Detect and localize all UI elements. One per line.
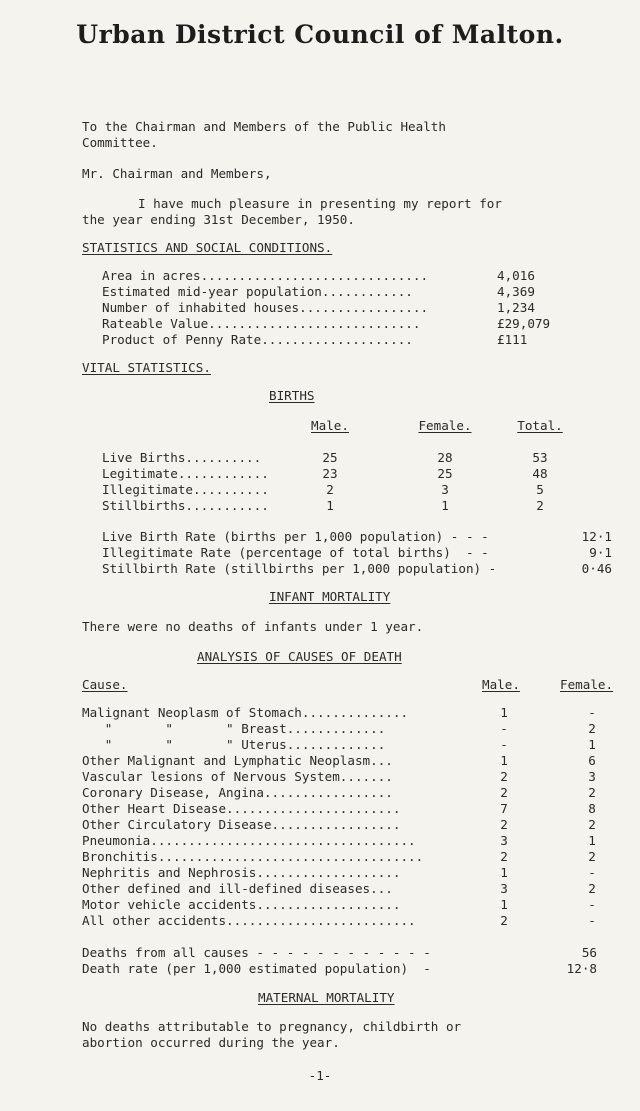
cause-male: 2 [500, 913, 508, 928]
births-male: 2 [326, 482, 334, 497]
cause-female: 2 [588, 881, 596, 896]
total-deaths-value: 56 [581, 945, 597, 960]
cause-male: - [500, 737, 508, 752]
cause-female: 1 [588, 737, 596, 752]
maternal-text-line-1: No deaths attributable to pregnancy, childbirth or [82, 1019, 462, 1034]
stat-value: £29,079 [497, 316, 551, 331]
stat-value: 4,016 [497, 268, 535, 283]
stat-label: Estimated mid-year population............ [102, 284, 413, 299]
stat-label: Product of Penny Rate.................... [102, 332, 413, 347]
births-total: 2 [536, 498, 544, 513]
births-female: 25 [437, 466, 453, 481]
cause-male: 2 [500, 849, 508, 864]
cause-label: Other Circulatory Disease................. [82, 817, 401, 832]
cause-female: 2 [588, 817, 596, 832]
births-heading: BIRTHS [269, 388, 315, 403]
births-female: 3 [441, 482, 449, 497]
death-rate-value: 12·8 [566, 961, 597, 976]
column-female: Female. [560, 677, 614, 692]
births-male: 23 [322, 466, 338, 481]
cause-label: Coronary Disease, Angina................. [82, 785, 393, 800]
cause-label: Other defined and ill-defined diseases... [82, 881, 393, 896]
cause-male: 3 [500, 833, 508, 848]
cause-label: Other Malignant and Lymphatic Neoplasm... [82, 753, 393, 768]
column-cause: Cause. [82, 677, 128, 692]
births-row-label: Stillbirths........... [102, 498, 269, 513]
births-row-label: Legitimate............ [102, 466, 269, 481]
column-total: Total. [517, 418, 563, 433]
column-male: Male. [482, 677, 520, 692]
cause-male: - [500, 721, 508, 736]
statistics-heading: STATISTICS AND SOCIAL CONDITIONS. [82, 240, 333, 255]
cause-male: 3 [500, 881, 508, 896]
greeting: Mr. Chairman and Members, [82, 166, 272, 181]
cause-label: Nephritis and Nephrosis................... [82, 865, 401, 880]
cause-female: 2 [588, 721, 596, 736]
cause-male: 2 [500, 769, 508, 784]
births-female: 1 [441, 498, 449, 513]
cause-male: 1 [500, 705, 508, 720]
cause-label: " " " Uterus............. [82, 737, 386, 752]
cause-female: 6 [588, 753, 596, 768]
births-total: 53 [532, 450, 548, 465]
cause-male: 1 [500, 753, 508, 768]
cause-female: 8 [588, 801, 596, 816]
births-total: 48 [532, 466, 548, 481]
births-total: 5 [536, 482, 544, 497]
death-rate-label: Death rate (per 1,000 estimated population) - [82, 961, 431, 976]
cause-label: All other accidents......................... [82, 913, 416, 928]
council-heading: Urban District Council of Malton. [76, 20, 564, 49]
maternal-mortality-heading: MATERNAL MORTALITY [258, 990, 395, 1005]
stat-label: Rateable Value............................ [102, 316, 421, 331]
cause-label: Motor vehicle accidents................... [82, 897, 401, 912]
cause-female: 2 [588, 849, 596, 864]
cause-label: Vascular lesions of Nervous System....... [82, 769, 393, 784]
intro-line-2: the year ending 31st December, 1950. [82, 212, 355, 227]
rate-label: Stillbirth Rate (stillbirths per 1,000 population) - [102, 561, 497, 576]
cause-female: - [588, 705, 596, 720]
rate-value: 0·46 [581, 561, 612, 576]
analysis-heading: ANALYSIS OF CAUSES OF DEATH [197, 649, 402, 664]
cause-male: 2 [500, 817, 508, 832]
stat-value: 1,234 [497, 300, 535, 315]
rate-value: 9·1 [589, 545, 612, 560]
cause-female: 3 [588, 769, 596, 784]
cause-male: 2 [500, 785, 508, 800]
rate-label: Live Birth Rate (births per 1,000 population) - - - [102, 529, 489, 544]
cause-male: 7 [500, 801, 508, 816]
salutation-line-1: To the Chairman and Members of the Public Health [82, 119, 446, 134]
column-male: Male. [311, 418, 349, 433]
rate-label: Illegitimate Rate (percentage of total births) - - [102, 545, 489, 560]
cause-label: " " " Breast............. [82, 721, 386, 736]
cause-label: Pneumonia................................... [82, 833, 416, 848]
cause-label: Other Heart Disease....................... [82, 801, 401, 816]
total-deaths-label: Deaths from all causes - - - - - - - - - - - - [82, 945, 431, 960]
cause-label: Bronchitis................................... [82, 849, 424, 864]
infant-mortality-heading: INFANT MORTALITY [269, 589, 391, 604]
births-male: 1 [326, 498, 334, 513]
infant-mortality-text: There were no deaths of infants under 1 year. [82, 619, 424, 634]
births-female: 28 [437, 450, 453, 465]
page-number: -1- [308, 1068, 332, 1083]
intro-line-1: I have much pleasure in presenting my report for [138, 196, 502, 211]
salutation-line-2: Committee. [82, 135, 158, 150]
stat-label: Area in acres.............................. [102, 268, 429, 283]
stat-value: 4,369 [497, 284, 535, 299]
cause-male: 1 [500, 865, 508, 880]
cause-female: - [588, 865, 596, 880]
cause-female: 2 [588, 785, 596, 800]
cause-female: - [588, 913, 596, 928]
stat-label: Number of inhabited houses................. [102, 300, 429, 315]
cause-female: - [588, 897, 596, 912]
rate-value: 12·1 [581, 529, 612, 544]
stat-value: £111 [497, 332, 528, 347]
column-female: Female. [418, 418, 472, 433]
cause-label: Malignant Neoplasm of Stomach.............. [82, 705, 409, 720]
vital-statistics-heading: VITAL STATISTICS. [82, 360, 211, 375]
births-male: 25 [322, 450, 338, 465]
births-row-label: Live Births.......... [102, 450, 262, 465]
cause-male: 1 [500, 897, 508, 912]
maternal-text-line-2: abortion occurred during the year. [82, 1035, 340, 1050]
births-row-label: Illegitimate.......... [102, 482, 269, 497]
cause-female: 1 [588, 833, 596, 848]
